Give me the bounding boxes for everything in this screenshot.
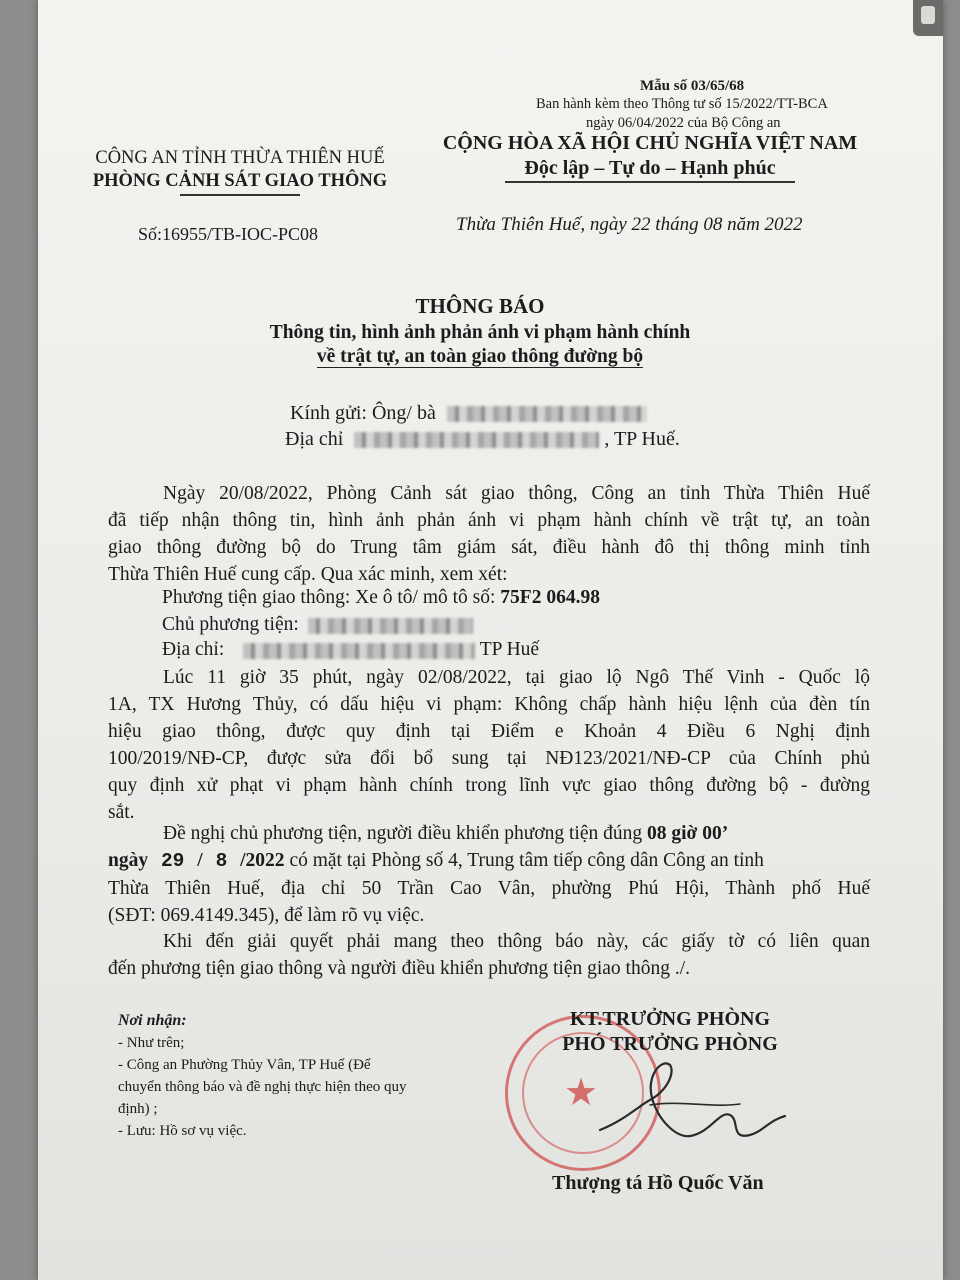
document-number: Số:16955/TB-IOC-PC08 [138,224,319,244]
form-number: Mẫu số 03/65/68 [640,78,745,94]
date-sep: / [197,850,203,871]
v-line6: sắt. [108,802,135,823]
r-line2-text: có mặt tại Phòng số 4, Trung tâm tiếp công dân Công an tỉnh [289,850,764,871]
nation-motto: Độc lập – Tự do – Hạnh phúc [524,157,776,179]
r-line3: Thừa Thiên Huế, địa chỉ 50 Trần Cao Vân, phường Phú Hội, Thành phố Huế [108,878,870,899]
handwritten-signature [580,1050,800,1170]
nation-name: CỘNG HÒA XÃ HỘI CHỦ NGHĨA VIỆT NAM [442,132,858,154]
appointment-time: 08 giờ 00’ [647,823,729,844]
paragraph-violation [108,664,870,826]
form-issued-line1: Ban hành kèm theo Thông tư số 15/2022/TT-BCA [536,96,828,112]
owner-line [162,614,473,636]
recipient-label: Kính gửi: Ông/ bà [290,402,436,424]
c-line2: đến phương tiện giao thông và người điều khiển phương tiện giao thông ./. [108,958,691,979]
signature-block [530,1008,810,1056]
r-line4: (SĐT: 069.4149.345), để làm rõ vụ việc. [108,905,425,926]
v-line1: Lúc 11 giờ 35 phút, ngày 02/08/2022, tại giao lộ Ngô Thế Vinh - Quốc lộ [163,667,870,688]
signer-name: Thượng tá Hồ Quốc Văn [552,1172,764,1194]
vehicle-label: Phương tiện giao thông: Xe ô tô/ mô tô số: [162,587,496,608]
form-issued-line2: ngày 06/04/2022 của Bộ Công an [586,115,781,131]
address-label: Địa chỉ [285,428,344,450]
recipient-item3: - Lưu: Hồ sơ vụ việc. [118,1123,247,1139]
owner-redacted [308,618,473,634]
agency-block [70,148,410,196]
recipients-list [118,1010,406,1142]
r-line1 [108,820,870,847]
c-line1: Khi đến giải quyết phải mang theo thông báo này, các giấy tờ có liên quan [163,931,870,952]
appointment-day: 29 [160,850,185,872]
owner-address-redacted [243,643,475,659]
recipient-item2a: - Công an Phường Thủy Vân, TP Huế (Để [118,1057,371,1073]
vehicle-line [162,587,600,609]
date-prefix: ngày [108,850,149,871]
address-redacted [354,432,599,448]
appointment-month: 8 [215,850,228,872]
owner-label: Chủ phương tiện: [162,614,299,635]
place-date: Thừa Thiên Huế, ngày 22 tháng 08 năm 2022 [456,214,803,235]
recipients-heading: Nơi nhận: [118,1012,187,1029]
paragraph-request [108,820,870,929]
vehicle-plate: 75F2 064.98 [500,587,600,608]
v-line4: 100/2019/NĐ-CP, được sửa đổi bổ sung tại NĐ123/2021/NĐ-CP của Chính phủ [108,748,870,769]
recipient-item1: - Như trên; [118,1035,185,1051]
v-line3: hiệu giao thông, được quy định tại Điểm e Khoản 4 Điều 6 Nghị định [108,721,870,742]
agency-underline [180,194,300,196]
address-tail: , TP Huế. [604,428,680,450]
signer-role1: KT.TRƯỞNG PHÒNG [570,1008,770,1030]
recipient-line [290,402,647,425]
title-main: THÔNG BÁO [415,294,545,318]
title-block [150,294,810,368]
p1-line1: Ngày 20/08/2022, Phòng Cảnh sát giao thông, Công an tỉnh Thừa Thiên Huế [163,483,870,504]
paragraph-received [108,480,870,588]
r-line2 [108,847,870,875]
paragraph-closing [108,928,870,982]
agency-parent: CÔNG AN TỈNH THỪA THIÊN HUẾ [95,148,385,168]
owner-address-line [162,639,539,661]
title-sub2 [150,346,810,368]
recipient-name-redacted [447,406,647,422]
star-icon: ★ [564,1070,599,1114]
p1-line2: đã tiếp nhận thông tin, hình ảnh phản ánh vi phạm hành chính về trật tự, an toàn [108,510,870,531]
owner-address-tail: TP Huế [479,639,540,660]
binder-clip [913,0,943,36]
p1-line3: giao thông đường bộ do Trung tâm giám sát, điều hành đô thị thông minh tỉnh [108,537,870,558]
motto-underline [505,181,795,183]
address-line [285,428,680,451]
r-line1-text: Đề nghị chủ phương tiện, người điều khiển phương tiện đúng [163,823,643,844]
v-line2: 1A, TX Hương Thủy, có dấu hiệu vi phạm: Không chấp hành hiệu lệnh của đèn tín [108,694,870,715]
owner-address-label: Địa chỉ: [162,639,225,660]
recipient-item2b: chuyển thông báo và đề nghị thực hiện theo quy [118,1079,407,1095]
title-sub1: Thông tin, hình ảnh phản ánh vi phạm hành chính [269,322,691,343]
nation-block [420,132,880,183]
recipient-item2c: định) ; [118,1101,158,1117]
signer-role2: PHÓ TRƯỞNG PHÒNG [562,1033,778,1055]
title-sub2-text: về trật tự, an toàn giao thông đường bộ [316,346,644,367]
appointment-year: /2022 [240,850,285,871]
p1-line4: Thừa Thiên Huế cung cấp. Qua xác minh, xem xét: [108,564,508,585]
v-line5: quy định xử phạt vi phạm hành chính trong lĩnh vực giao thông đường bộ - đường [108,775,870,796]
agency-unit: PHÒNG CẢNH SÁT GIAO THÔNG [92,171,388,191]
